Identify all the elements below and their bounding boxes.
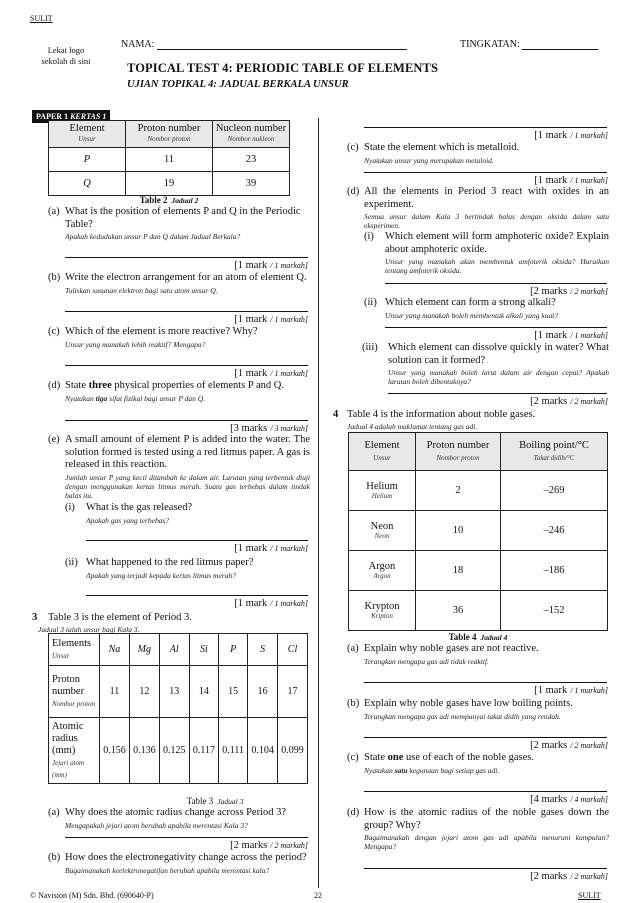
t3-cell: 12 [129, 666, 159, 718]
t2-cell: 39 [213, 172, 290, 196]
answer-line-4a[interactable] [364, 682, 607, 683]
t4-header-boiling: Boiling point/°C Takat didih/°C [501, 433, 608, 471]
t3-cell: 0.117 [189, 718, 218, 784]
t3-cell: Si [189, 634, 218, 666]
t3-cell: 0.156 [100, 718, 130, 784]
t3-cell: 16 [248, 666, 278, 718]
question-4: 4 Table 4 is the information about noble gases. [333, 409, 536, 420]
t2-header-nucleon: Nucleon number Nombor nukleon [213, 121, 290, 148]
question-2a: (a) What is the position of elements P and Q in the Periodic Table? Apakah kedudukan unsur P dan Q dalam Jadual Berkala? [48, 206, 301, 241]
answer-line-3a[interactable] [65, 837, 308, 838]
t3-cell: 14 [189, 666, 218, 718]
question-2b: (b) Write the electron arrangement for an atom of element Q. Tuliskan susunan elektron bagi satu atom unsur Q. [48, 272, 307, 295]
table-row [349, 433, 608, 471]
column-divider [318, 118, 319, 888]
question-3c: (c) State the element which is metalloid. Nyatakan unsur yang merupakan metaloid. [347, 142, 520, 165]
name-input-line[interactable] [157, 49, 407, 50]
tingkatan-input-line[interactable] [522, 49, 598, 50]
t3-cell: S [248, 634, 278, 666]
question-2d: (d) State three physical properties of elements P and Q. Nyatakan tiga sifat fizikal bagi unsur P dan Q. [48, 380, 285, 403]
answer-line-2c[interactable] [65, 365, 308, 366]
table-4-caption: Table 4 Jadual 4 [448, 632, 508, 642]
t2-header-proton: Proton number Nombor proton [126, 121, 213, 148]
table-row [349, 551, 608, 591]
t3-cell: 0.099 [278, 718, 308, 784]
t4-cell: Krypton Kripton [349, 591, 416, 631]
answer-line-2e-i[interactable] [86, 540, 308, 541]
t4-cell: 10 [416, 511, 501, 551]
paper-label: PAPER 1 [36, 112, 69, 121]
question-3-ms: Jadual 3 ialah unsur bagi Kala 3. [38, 625, 140, 634]
table-row [49, 634, 308, 666]
table-row [49, 666, 308, 718]
mark-2b: [1 mark / 1 markah] [234, 314, 308, 325]
t4-header-proton: Proton number Nombor proton [416, 433, 501, 471]
mark-3b: [1 mark / 1 markah] [534, 130, 608, 141]
question-4-ms: Jadual 4 adalah maklumat tentang gas adi. [347, 422, 478, 431]
question-3d: (d) All the elements in Period 3 react with oxides in an experiment. Semua unsur dalam Kala 3 bertindak balas dengan oksida dalam satu eksperimen. [347, 186, 609, 230]
question-3b: (b) How does the electronegativity change across the period? Bagaimanakah keelektronegatifan berubah apabila merentasi kala? [48, 852, 307, 875]
page-title: TOPICAL TEST 4: PERIODIC TABLE OF ELEMENTS [127, 61, 438, 75]
footer-copyright: © Navision (M) Sdn. Bhd. (690640-P) [30, 891, 154, 900]
answer-line-3d-i[interactable] [385, 283, 607, 284]
t2-header-element: Element Unsur [49, 121, 126, 148]
t4-cell: –186 [501, 551, 608, 591]
mark-2c: [1 mark / 1 markah] [234, 368, 308, 379]
logo-placeholder: Lekat logo sekolah di sini [41, 45, 91, 66]
t3-cell: Mg [129, 634, 159, 666]
name-field[interactable] [121, 39, 407, 50]
table-3-caption: Table 3 Jadual 3 [186, 796, 244, 806]
mark-4b: [2 marks / 2 markah] [530, 740, 608, 751]
answer-line-2e-ii[interactable] [86, 595, 308, 596]
t4-cell: 2 [416, 471, 501, 511]
question-3a: (a) Why does the atomic radius change across Period 3? Mengapakah jejari atom berubah apabila merentasi Kala 3? [48, 807, 287, 830]
mark-3c: [1 mark / 1 markah] [534, 175, 608, 186]
t4-cell: –246 [501, 511, 608, 551]
mark-2e-ii: [1 mark / 1 markah] [234, 598, 308, 609]
page-number: 22 [314, 891, 322, 900]
mark-2a: [1 mark / 1 markah] [234, 260, 308, 271]
t3-header-elements: Elements Unsur [49, 634, 100, 666]
t3-cell: 11 [100, 666, 130, 718]
t4-cell: Helium Helium [349, 471, 416, 511]
t3-cell: Cl [278, 634, 308, 666]
t2-cell: 23 [213, 148, 290, 172]
t3-cell: 0.104 [248, 718, 278, 784]
table-row [49, 172, 290, 196]
t2-cell: P [49, 148, 126, 172]
mark-3d-iii: [2 marks / 2 markah] [530, 396, 608, 407]
mark-3d-i: [2 marks / 2 markah] [530, 286, 608, 297]
t4-cell: Argon Argon [349, 551, 416, 591]
question-4c: (c) State one use of each of the noble gases. Nyatakan satu kegunaan bagi setiap gas adi. [347, 752, 534, 775]
question-4a: (a) Explain why noble gases are not reactive. Terangkan mengapa gas adi tidak reaktif. [347, 643, 539, 666]
question-2e: (e) A small amount of element P is added into the water. The solution formed is tested using a red litmus paper. A gas is released in this reaction. Jumlah unsur P yang kecil ditambah ke dalam air. Larutan yang terbentuk diuji dengan menggunakan kertas litmus merah. Suatu gas terbebas dalam tindak balas itu. [48, 434, 310, 500]
t3-cell: Na [100, 634, 130, 666]
tingkatan-field[interactable] [460, 39, 598, 50]
table-4 [348, 432, 608, 631]
tingkatan-label: TINGKATAN: [460, 39, 520, 50]
question-3: 3 Table 3 is the element of Period 3. [32, 612, 192, 623]
answer-line-4d[interactable] [364, 868, 607, 869]
page-subtitle: UJIAN TOPIKAL 4: JADUAL BERKALA UNSUR [127, 79, 349, 90]
question-2e-ii: (ii) What happened to the red litmus paper? Apakah yang terjadi kepada kertas litmus merah? [65, 557, 254, 580]
t4-cell: Neon Neon [349, 511, 416, 551]
question-2c: (c) Which of the element is more reactive? Why? Unsur yang manakah lebih reaktif? Mengapa? [48, 326, 258, 349]
answer-line-4c[interactable] [364, 791, 607, 792]
table-row [349, 471, 608, 511]
table-2-caption: Table 2 Jadual 2 [139, 195, 199, 205]
question-4b: (b) Explain why noble gases have low boiling points. Terangkan mengapa gas adi mempunyai takat didih yang rendah. [347, 698, 573, 721]
question-2e-i: (i) What is the gas released? Apakah gas yang terbebas? [65, 502, 193, 525]
t4-cell: 36 [416, 591, 501, 631]
t4-cell: –269 [501, 471, 608, 511]
mark-4a: [1 mark / 1 markah] [534, 685, 608, 696]
answer-line-2a[interactable] [65, 257, 308, 258]
table-row [349, 511, 608, 551]
mark-4d: [2 marks / 2 markah] [530, 871, 608, 882]
paper-label-ms: KERTAS 1 [70, 112, 107, 121]
mark-2d: [3 marks / 3 markah] [230, 423, 308, 434]
table-row [349, 591, 608, 631]
t4-cell: –152 [501, 591, 608, 631]
t3-cell: 17 [278, 666, 308, 718]
t4-cell: 18 [416, 551, 501, 591]
question-4d: (d) How is the atomic radius of the noble gases down the group? Why? Bagaimanakah dengan jejari atom gas adi apabila menuruni kumpulan? Mengapa? [347, 807, 609, 851]
t3-cell: 0.111 [219, 718, 248, 784]
table-2 [48, 120, 290, 196]
t2-cell: 19 [126, 172, 213, 196]
t4-header-element: Element Unsur [349, 433, 416, 471]
answer-line-4b[interactable] [364, 737, 607, 738]
t2-cell: Q [49, 172, 126, 196]
t3-cell: 0.136 [129, 718, 159, 784]
mark-4c: [4 marks / 4 markah] [530, 794, 608, 805]
mark-3a: [2 marks / 2 markah] [230, 840, 308, 851]
answer-line-2b[interactable] [65, 311, 308, 312]
answer-line-3d-ii[interactable] [385, 327, 607, 328]
question-3d-iii: (iii) Which element can dissolve quickly in water? What solution can it formed? Unsur yang manakah boleh larut dalam air dengan cepat? Apakah larutan boleh dibentuknya? [362, 342, 609, 386]
t3-header-proton: Proton number Nombor proton [49, 666, 100, 718]
answer-line-3c[interactable] [364, 172, 607, 173]
mark-2e-i: [1 mark / 1 markah] [234, 543, 308, 554]
table-row [49, 148, 290, 172]
table-3 [48, 633, 308, 784]
answer-line-3b[interactable] [364, 127, 607, 128]
t3-header-radius: Atomic radius (mm) Jejari atom (mm) [49, 718, 100, 784]
sulit-top: SULIT [30, 14, 53, 23]
answer-line-2d[interactable] [65, 420, 308, 421]
t3-cell: P [219, 634, 248, 666]
mark-3d-ii: [1 mark / 1 markah] [534, 330, 608, 341]
t3-cell: 13 [159, 666, 189, 718]
t3-cell: 15 [219, 666, 248, 718]
name-label: NAMA: [121, 39, 155, 50]
table-row [49, 718, 308, 784]
question-3d-i: (i) Which element will form amphoteric oxide? Explain about amphoteric oxide. Unsur yang manakah akan membentuk amfoterik oksida? Huraikan tentang amfoterik oksida. [364, 231, 609, 275]
t2-cell: 11 [126, 148, 213, 172]
answer-line-3d-iii[interactable] [388, 393, 607, 394]
t3-cell: 0.125 [159, 718, 189, 784]
question-3d-ii: (ii) Which element can form a strong alkali? Unsur yang manakah boleh membentuk alkali yang kuat? [364, 297, 559, 320]
sulit-bottom: SULIT [578, 891, 601, 900]
t3-cell: Al [159, 634, 189, 666]
